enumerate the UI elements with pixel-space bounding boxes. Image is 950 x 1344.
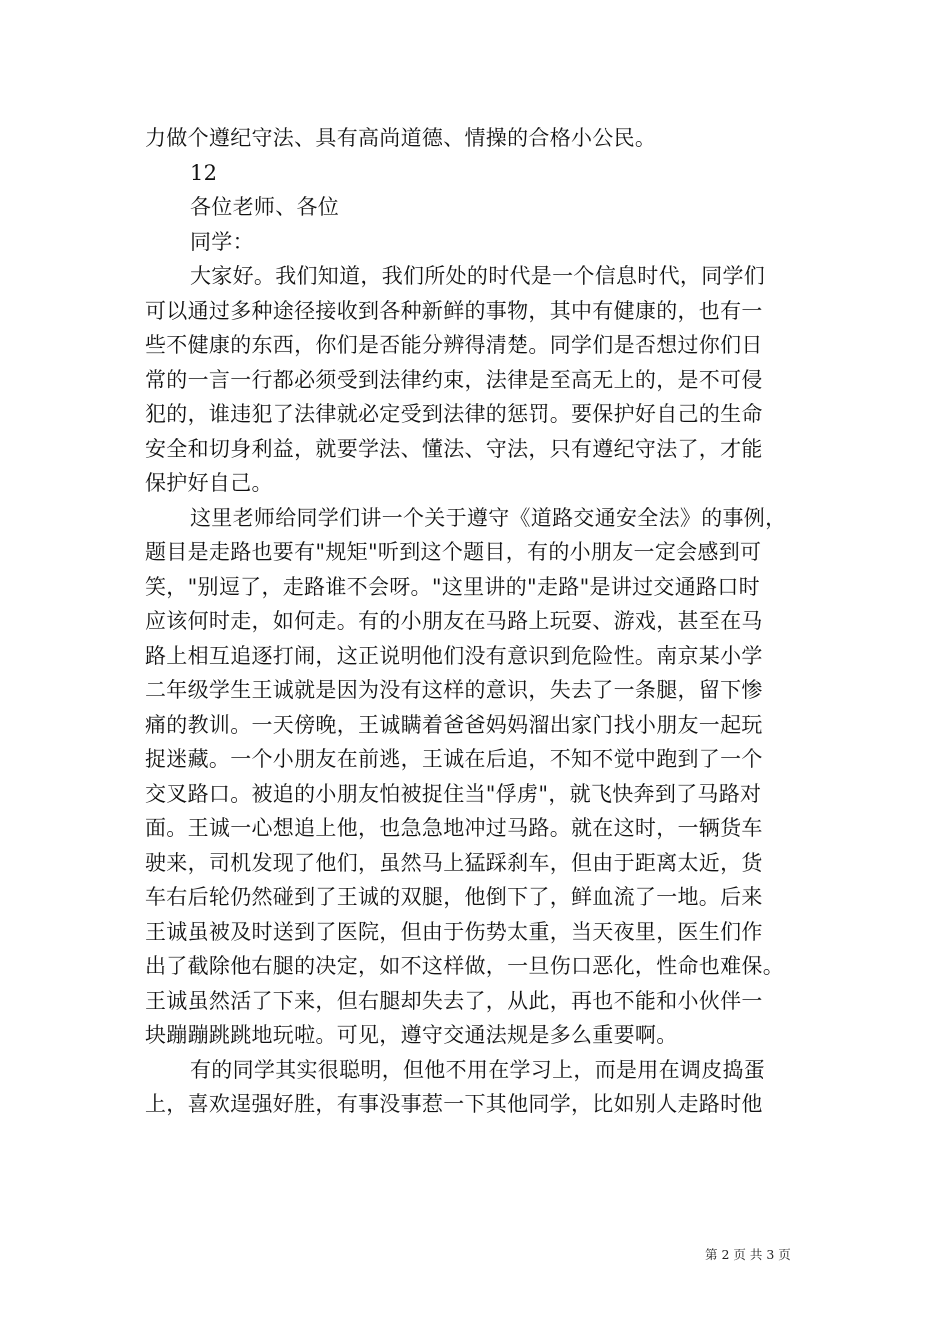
text-line: 各位老师、各位: [190, 195, 340, 219]
text-line: 出了截除他右腿的决定，如不这样做，一旦伤口恶化，性命也难保。: [145, 954, 784, 978]
text-line: 上，喜欢逞强好胜，有事没事惹一下其他同学，比如别人走路时他: [145, 1092, 763, 1116]
text-line: 二年级学生王诚就是因为没有这样的意识，失去了一条腿，留下惨: [145, 678, 763, 702]
text-line: 安全和切身利益，就要学法、懂法、守法，只有遵纪守法了，才能: [145, 436, 763, 461]
text-line: 力做个遵纪守法、具有高尚道德、情操的合格小公民。: [145, 126, 657, 150]
text-line: 车右后轮仍然碰到了王诚的双腿，他倒下了，鲜血流了一地。后来: [145, 885, 763, 909]
text-line: 可以通过多种途径接收到各种新鲜的事物，其中有健康的，也有一: [145, 298, 763, 323]
text-line: 王诚虽然活了下来，但右腿却失去了，从此，再也不能和小伙伴一: [145, 988, 763, 1013]
text-line: 大家好。我们知道，我们所处的时代是一个信息时代，同学们: [190, 264, 766, 288]
text-line: 路上相互追逐打闹，这正说明他们没有意识到危险性。南京某小学: [145, 643, 763, 668]
text-line: 常的一言一行都必须受到法律约束，法律是至高无上的，是不可侵: [145, 367, 763, 392]
text-line: 有的同学其实很聪明，但他不用在学习上，而是用在调皮捣蛋: [190, 1057, 766, 1082]
text-line: 驶来，司机发现了他们，虽然马上猛踩刹车，但由于距离太近，货: [145, 850, 763, 875]
text-line: 王诚虽被及时送到了医院，但由于伤势太重，当天夜里，医生们作: [145, 919, 763, 944]
text-line: 保护好自己。: [145, 471, 273, 495]
text-line: 块蹦蹦跳跳地玩啦。可见，遵守交通法规是多么重要啊。: [145, 1023, 678, 1047]
text-line: 痛的教训。一天傍晚，王诚瞒着爸爸妈妈溜出家门找小朋友一起玩: [145, 712, 763, 737]
page-number-footer: 第 2 页 共 3 页: [705, 1247, 791, 1262]
text-line: 交叉路口。被追的小朋友怕被捉住当"俘虏"，就飞快奔到了马路对: [145, 781, 762, 806]
text-line: 捉迷藏。一个小朋友在前逃，王诚在后追，不知不觉中跑到了一个: [145, 747, 763, 771]
text-line: 应该何时走，如何走。有的小朋友在马路上玩耍、游戏，甚至在马: [145, 609, 763, 633]
text-line: 12: [190, 160, 218, 185]
text-line: 面。王诚一心想追上他，也急急地冲过马路。就在这时，一辆货车: [145, 816, 763, 840]
text-line: 同学：: [190, 229, 254, 254]
text-line: 笑，"别逗了，走路谁不会呀。"这里讲的"走路"是讲过交通路口时: [145, 574, 760, 599]
text-line: 犯的，谁违犯了法律就必定受到法律的惩罚。要保护好自己的生命: [145, 402, 763, 426]
text-line: 这里老师给同学们讲一个关于遵守《道路交通安全法》的事例，: [190, 505, 787, 530]
document-body: [145, 121, 810, 1122]
text-line: 题目是走路也要有"规矩"听到这个题目，有的小朋友一定会感到可: [145, 540, 762, 564]
text-line: 些不健康的东西，你们是否能分辨得清楚。同学们是否想过你们日: [145, 333, 763, 357]
